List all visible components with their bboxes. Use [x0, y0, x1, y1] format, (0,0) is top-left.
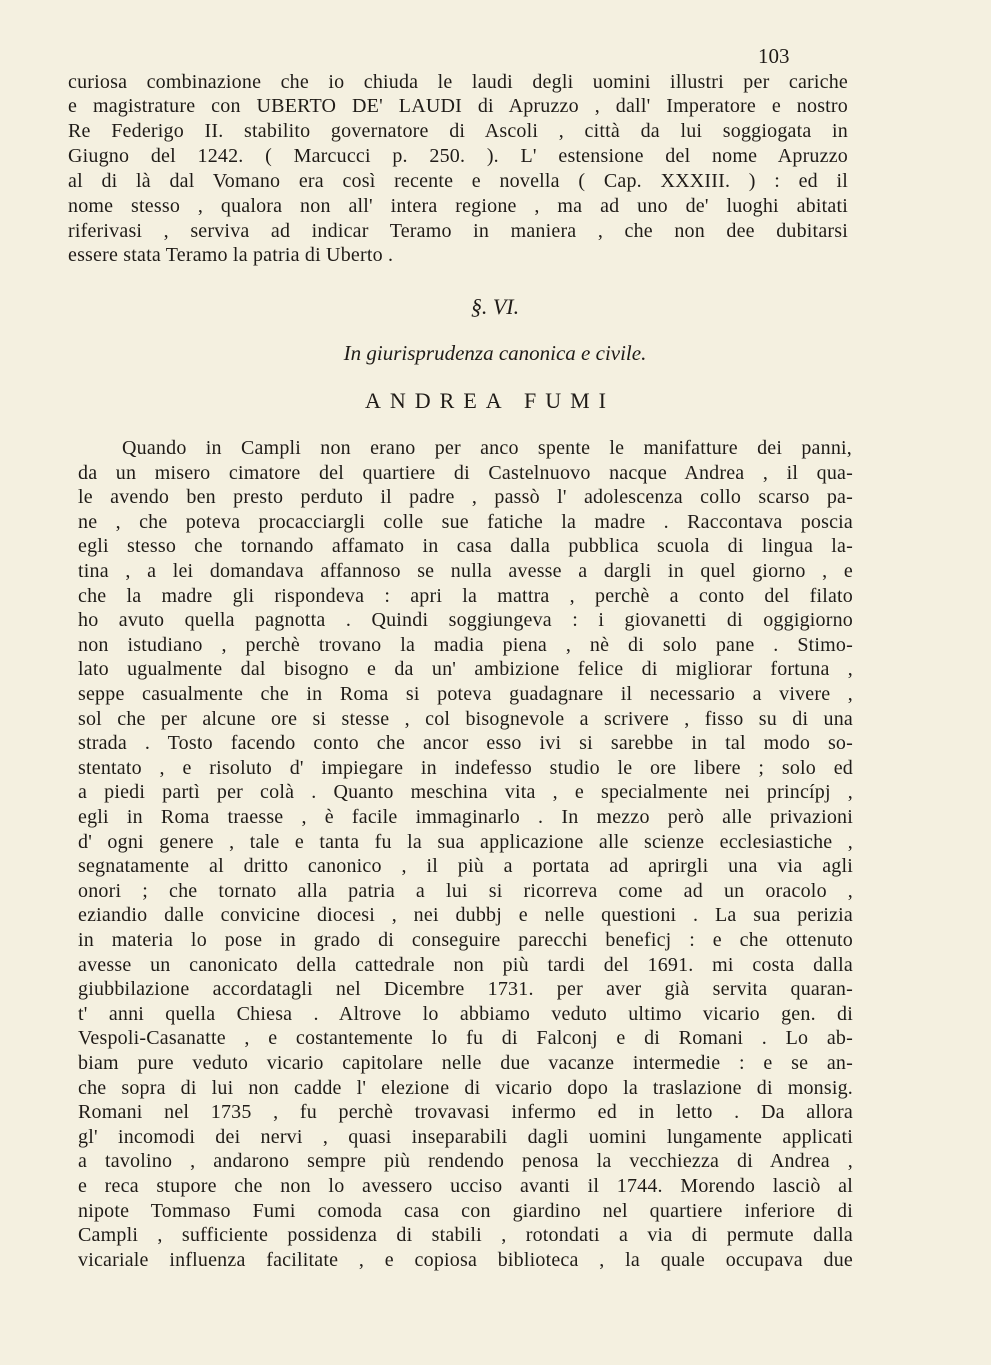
author-name: ANDREA FUMI: [365, 388, 615, 413]
text-line: gl' incomodi dei nervi , quasi inseparabili dagli uomini lungamente applicati: [78, 1126, 853, 1148]
text-line: d' ogni genere , tale e tanta fu la sua applicazione alle scienze ecclesiastiche ,: [78, 831, 853, 853]
text-line: Campli , sufficiente possidenza di stabili , rotondati a via di permute dalla: [78, 1224, 853, 1246]
text-line: da un misero cimatore del quartiere di Castelnuovo nacque Andrea , il qua-: [78, 462, 853, 484]
text-line: nome stesso , qualora non all' intera regione , ma ad uno de' luoghi abitati: [68, 195, 848, 217]
section-number: §. VI.: [470, 294, 520, 319]
section-title: In giurisprudenza canonica e civile.: [343, 341, 647, 365]
text-line: riferivasi , serviva ad indicar Teramo in maniera , che non dee dubitarsi: [68, 220, 848, 242]
text-line: le avendo ben presto perduto il padre , passò l' adolescenza collo scarso pa-: [78, 486, 853, 508]
text-line: egli in Roma traesse , è facile immaginarlo . In mezzo però alle privazioni: [78, 806, 853, 828]
text-line: a tavolino , andarono sempre più rendendo penosa la vecchiezza di Andrea ,: [78, 1150, 853, 1172]
text-line: non istudiano , perchè trovano la madia piena , nè di solo pane . Stimo-: [78, 634, 853, 656]
text-line: nipote Tommaso Fumi comoda casa con giardino nel quartiere inferiore di: [78, 1200, 853, 1222]
text-line: Vespoli-Casanatte , e costantemente lo fu di Falconj e di Romani . Lo ab-: [78, 1027, 853, 1049]
text-line: Romani nel 1735 , fu perchè trovavasi infermo ed in letto . Da allora: [78, 1101, 853, 1123]
text-line: che la madre gli rispondeva : apri la mattra , perchè a conto del filato: [78, 585, 853, 607]
text-line: in materia lo pose in grado di conseguire parecchi beneficj : e che ottenuto: [78, 929, 853, 951]
text-line: onori ; che tornato alla patria a lui si ricorreva come ad un oracolo ,: [78, 880, 853, 902]
page-number: 103: [758, 44, 790, 68]
text-line: sol che per alcune ore si stesse , col bisognevole a scrivere , fisso su di una: [78, 708, 853, 730]
text-line: egli stesso che tornando affamato in casa dalla pubblica scuola di lingua la-: [78, 535, 853, 557]
text-line: essere stata Teramo la patria di Uberto .: [68, 244, 394, 266]
text-line: al di là dal Vomano era così recente e novella ( Cap. XXXIII. ) : ed il: [68, 170, 848, 192]
text-line: giubbilazione accordatagli nel Dicembre 1731. per aver già servita quaran-: [78, 978, 853, 1000]
text-line: seppe casualmente che in Roma si poteva guadagnare il necessario a vivere ,: [78, 683, 853, 705]
text-line: strada . Tosto facendo conto che ancor esso ivi si sarebbe in tal modo so-: [78, 732, 853, 754]
text-line: ho avuto quella pagnotta . Quindi soggiungeva : i giovanetti di oggigiorno: [78, 609, 853, 631]
text-line: biam pure veduto vicario capitolare nelle due vacanze intermedie : e se an-: [78, 1052, 853, 1074]
text-line: ne , che poteva procacciargli colle sue fatiche la madre . Raccontava poscia: [78, 511, 853, 533]
text-line: che sopra di lui non cadde l' elezione di vicario dopo la traslazione di monsig.: [78, 1077, 853, 1099]
text-line: curiosa combinazione che io chiuda le laudi degli uomini illustri per cariche: [68, 71, 848, 93]
text-line: t' anni quella Chiesa . Altrove lo abbiamo veduto ultimo vicario gen. di: [78, 1003, 853, 1025]
text-line: a piedi partì per colà . Quanto meschina vita , e specialmente nei princípj ,: [78, 781, 853, 803]
text-line: eziandio dalle convicine diocesi , nei dubbj e nelle questioni . La sua perizia: [78, 904, 853, 926]
text-line: lato ugualmente dal bisogno e da un' ambizione felice di migliorar fortuna ,: [78, 658, 853, 680]
text-line: e reca stupore che non lo avessero ucciso avanti il 1744. Morendo lasciò al: [78, 1175, 853, 1197]
text-line: Quando in Campli non erano per anco spente le manifatture dei panni,: [122, 437, 852, 459]
text-line: stentato , e risoluto d' impiegare in indefesso studio le ore libere ; solo ed: [78, 757, 853, 779]
text-line: avesse un canonicato della cattedrale non più tardi del 1691. mi costa dalla: [78, 954, 853, 976]
text-line: Re Federigo II. stabilito governatore di Ascoli , città da lui soggiogata in: [68, 120, 848, 142]
text-line: tina , a lei domandava affannoso se nulla avesse a dargli in quel giorno , e: [78, 560, 853, 582]
text-line: vicariale influenza facilitate , e copiosa biblioteca , la quale occupava due: [78, 1249, 853, 1271]
text-line: Giugno del 1242. ( Marcucci p. 250. ). L' estensione del nome Apruzzo: [68, 145, 848, 167]
text-line: segnatamente al dritto canonico , il più a portata ad aprirgli una via agli: [78, 855, 853, 877]
text-line: e magistrature con UBERTO DE' LAUDI di Apruzzo , dall' Imperatore e nostro: [68, 95, 848, 117]
